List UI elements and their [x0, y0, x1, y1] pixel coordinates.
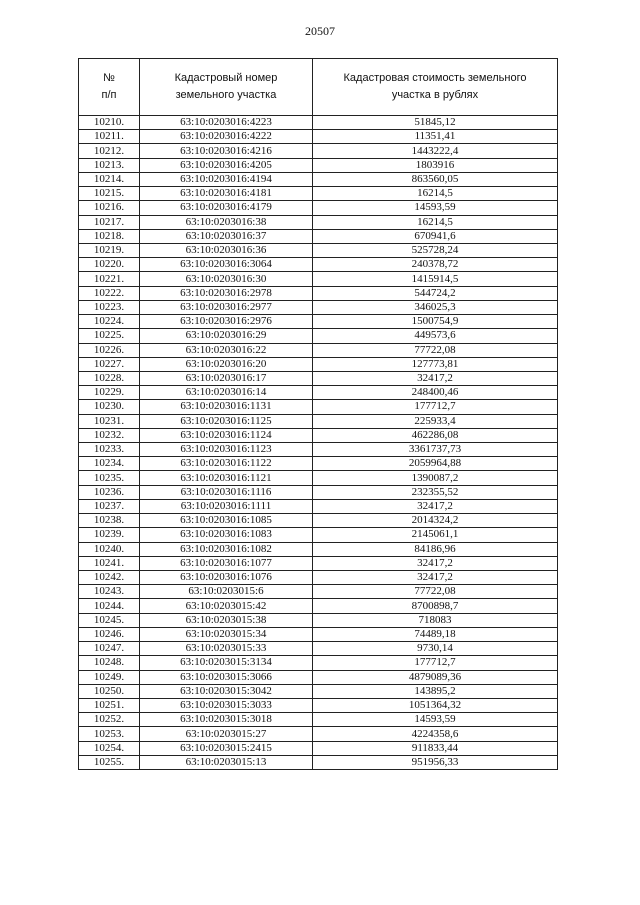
cell-cadastral-number: 63:10:0203015:42 [140, 599, 313, 613]
table-row [79, 471, 558, 485]
cell-row-number: 10210. [79, 116, 140, 130]
cell-row-number: 10236. [79, 485, 140, 499]
cell-cadastral-number: 63:10:0203015:3066 [140, 670, 313, 684]
table-row [79, 755, 558, 769]
table-row [79, 585, 558, 599]
cell-row-number: 10251. [79, 698, 140, 712]
cell-cadastral-value: 8700898,7 [313, 599, 558, 613]
table-row [79, 371, 558, 385]
cell-row-number: 10235. [79, 471, 140, 485]
table-row [79, 741, 558, 755]
cell-cadastral-value: 863560,05 [313, 172, 558, 186]
cell-cadastral-number: 63:10:0203016:4223 [140, 116, 313, 130]
cell-cadastral-value: 525728,24 [313, 243, 558, 257]
table-row [79, 158, 558, 172]
cell-cadastral-number: 63:10:0203016:4222 [140, 130, 313, 144]
cell-row-number: 10223. [79, 300, 140, 314]
table-row [79, 670, 558, 684]
table-row [79, 727, 558, 741]
cell-row-number: 10213. [79, 158, 140, 172]
cell-row-number: 10237. [79, 499, 140, 513]
cell-row-number: 10229. [79, 386, 140, 400]
header-cadastral-number [140, 59, 313, 116]
cell-cadastral-number: 63:10:0203015:13 [140, 755, 313, 769]
cell-cadastral-number: 63:10:0203015:6 [140, 585, 313, 599]
cell-cadastral-value: 718083 [313, 613, 558, 627]
cell-row-number: 10226. [79, 343, 140, 357]
cell-cadastral-value: 462286,08 [313, 428, 558, 442]
cell-cadastral-number: 63:10:0203016:4179 [140, 201, 313, 215]
cell-cadastral-number: 63:10:0203016:22 [140, 343, 313, 357]
cell-cadastral-value: 232355,52 [313, 485, 558, 499]
table-row [79, 229, 558, 243]
cell-cadastral-value: 1443222,4 [313, 144, 558, 158]
cell-row-number: 10246. [79, 627, 140, 641]
table-row [79, 556, 558, 570]
cell-cadastral-value: 9730,14 [313, 642, 558, 656]
cell-row-number: 10234. [79, 457, 140, 471]
header-line: участка в рублях [391, 89, 479, 101]
cell-cadastral-value: 4879089,36 [313, 670, 558, 684]
cell-cadastral-number: 63:10:0203016:20 [140, 357, 313, 371]
cell-row-number: 10252. [79, 713, 140, 727]
cell-cadastral-number: 63:10:0203016:29 [140, 329, 313, 343]
cell-cadastral-number: 63:10:0203016:3064 [140, 258, 313, 272]
header-line: земельного участка [175, 89, 277, 101]
table-row [79, 698, 558, 712]
header-row-number [79, 59, 140, 116]
cell-row-number: 10247. [79, 642, 140, 656]
cell-row-number: 10241. [79, 556, 140, 570]
cell-cadastral-number: 63:10:0203016:1077 [140, 556, 313, 570]
cell-cadastral-number: 63:10:0203016:2976 [140, 315, 313, 329]
table-row [79, 201, 558, 215]
table-row [79, 599, 558, 613]
cell-cadastral-value: 951956,33 [313, 755, 558, 769]
cell-cadastral-value: 544724,2 [313, 286, 558, 300]
cell-cadastral-number: 63:10:0203015:38 [140, 613, 313, 627]
cell-cadastral-value: 127773,81 [313, 357, 558, 371]
cell-cadastral-number: 63:10:0203016:1076 [140, 571, 313, 585]
table-row [79, 542, 558, 556]
table-row [79, 116, 558, 130]
table-row [79, 613, 558, 627]
header-line: № [103, 72, 115, 84]
cell-cadastral-number: 63:10:0203016:38 [140, 215, 313, 229]
cell-cadastral-value: 51845,12 [313, 116, 558, 130]
table-row [79, 357, 558, 371]
cell-cadastral-value: 32417,2 [313, 499, 558, 513]
cell-row-number: 10250. [79, 684, 140, 698]
cell-row-number: 10220. [79, 258, 140, 272]
cell-row-number: 10221. [79, 272, 140, 286]
table-row [79, 400, 558, 414]
cell-cadastral-number: 63:10:0203015:3042 [140, 684, 313, 698]
cell-cadastral-number: 63:10:0203016:17 [140, 371, 313, 385]
cadastral-value-table [78, 58, 558, 770]
cell-row-number: 10242. [79, 571, 140, 585]
table-row [79, 386, 558, 400]
cell-cadastral-number: 63:10:0203015:3018 [140, 713, 313, 727]
cell-cadastral-value: 32417,2 [313, 571, 558, 585]
cell-cadastral-value: 1415914,5 [313, 272, 558, 286]
cell-cadastral-value: 14593,59 [313, 201, 558, 215]
cell-row-number: 10255. [79, 755, 140, 769]
cell-cadastral-value: 225933,4 [313, 414, 558, 428]
cell-cadastral-number: 63:10:0203016:14 [140, 386, 313, 400]
cell-cadastral-number: 63:10:0203016:4216 [140, 144, 313, 158]
cell-cadastral-value: 16214,5 [313, 187, 558, 201]
table-row [79, 144, 558, 158]
table-row [79, 258, 558, 272]
cell-cadastral-value: 346025,3 [313, 300, 558, 314]
table-row [79, 272, 558, 286]
cell-row-number: 10233. [79, 443, 140, 457]
table-header-row [79, 59, 558, 116]
cell-cadastral-number: 63:10:0203016:30 [140, 272, 313, 286]
cell-row-number: 10244. [79, 599, 140, 613]
cell-cadastral-value: 84186,96 [313, 542, 558, 556]
cell-cadastral-number: 63:10:0203015:2415 [140, 741, 313, 755]
table-row [79, 215, 558, 229]
cell-row-number: 10248. [79, 656, 140, 670]
cell-cadastral-number: 63:10:0203016:2978 [140, 286, 313, 300]
cell-row-number: 10239. [79, 528, 140, 542]
table-row [79, 571, 558, 585]
cell-row-number: 10219. [79, 243, 140, 257]
cell-cadastral-number: 63:10:0203016:1124 [140, 428, 313, 442]
table-row [79, 300, 558, 314]
cell-row-number: 10216. [79, 201, 140, 215]
cell-cadastral-number: 63:10:0203016:1123 [140, 443, 313, 457]
table-row [79, 343, 558, 357]
cell-row-number: 10231. [79, 414, 140, 428]
cell-cadastral-value: 3361737,73 [313, 443, 558, 457]
cell-cadastral-value: 14593,59 [313, 713, 558, 727]
cell-cadastral-value: 4224358,6 [313, 727, 558, 741]
table-row [79, 528, 558, 542]
cell-cadastral-value: 143895,2 [313, 684, 558, 698]
table-row [79, 414, 558, 428]
cell-cadastral-number: 63:10:0203016:1131 [140, 400, 313, 414]
table-row [79, 130, 558, 144]
cell-cadastral-number: 63:10:0203016:4181 [140, 187, 313, 201]
cell-cadastral-number: 63:10:0203016:37 [140, 229, 313, 243]
table-body [79, 116, 558, 770]
header-line: Кадастровая стоимость земельного [343, 72, 527, 84]
cell-cadastral-value: 16214,5 [313, 215, 558, 229]
page-number: 20507 [305, 24, 335, 38]
cell-cadastral-value: 670941,6 [313, 229, 558, 243]
cell-cadastral-value: 1051364,32 [313, 698, 558, 712]
cell-row-number: 10224. [79, 315, 140, 329]
cell-cadastral-value: 911833,44 [313, 741, 558, 755]
cell-cadastral-value: 2059964,88 [313, 457, 558, 471]
cell-cadastral-value: 1500754,9 [313, 315, 558, 329]
cell-cadastral-value: 1390087,2 [313, 471, 558, 485]
cell-row-number: 10249. [79, 670, 140, 684]
cell-cadastral-value: 77722,08 [313, 343, 558, 357]
table-row [79, 684, 558, 698]
cell-row-number: 10254. [79, 741, 140, 755]
table-row [79, 187, 558, 201]
cell-row-number: 10212. [79, 144, 140, 158]
cell-row-number: 10225. [79, 329, 140, 343]
header-line: Кадастровый номер [174, 72, 278, 84]
cell-row-number: 10245. [79, 613, 140, 627]
cell-row-number: 10232. [79, 428, 140, 442]
cell-cadastral-value: 32417,2 [313, 556, 558, 570]
cell-row-number: 10214. [79, 172, 140, 186]
table-row [79, 627, 558, 641]
cell-cadastral-number: 63:10:0203015:3134 [140, 656, 313, 670]
table-row [79, 656, 558, 670]
cell-cadastral-number: 63:10:0203016:2977 [140, 300, 313, 314]
cell-cadastral-number: 63:10:0203016:1116 [140, 485, 313, 499]
cell-cadastral-value: 177712,7 [313, 400, 558, 414]
cell-row-number: 10243. [79, 585, 140, 599]
table-row [79, 514, 558, 528]
cell-row-number: 10240. [79, 542, 140, 556]
cell-cadastral-number: 63:10:0203016:1125 [140, 414, 313, 428]
cell-cadastral-number: 63:10:0203016:1082 [140, 542, 313, 556]
cell-cadastral-number: 63:10:0203015:33 [140, 642, 313, 656]
cell-cadastral-value: 2145061,1 [313, 528, 558, 542]
table-row [79, 713, 558, 727]
table-row [79, 443, 558, 457]
cell-cadastral-number: 63:10:0203016:4194 [140, 172, 313, 186]
cell-cadastral-number: 63:10:0203015:27 [140, 727, 313, 741]
cell-cadastral-number: 63:10:0203016:1122 [140, 457, 313, 471]
cell-cadastral-value: 2014324,2 [313, 514, 558, 528]
table-row [79, 329, 558, 343]
header-cadastral-value [313, 59, 558, 116]
cell-cadastral-number: 63:10:0203015:3033 [140, 698, 313, 712]
cell-row-number: 10253. [79, 727, 140, 741]
cell-cadastral-number: 63:10:0203016:4205 [140, 158, 313, 172]
cell-row-number: 10218. [79, 229, 140, 243]
cell-row-number: 10227. [79, 357, 140, 371]
cell-cadastral-value: 11351,41 [313, 130, 558, 144]
table-row [79, 642, 558, 656]
cell-row-number: 10222. [79, 286, 140, 300]
table-row [79, 315, 558, 329]
cell-cadastral-value: 177712,7 [313, 656, 558, 670]
cell-row-number: 10215. [79, 187, 140, 201]
cell-cadastral-value: 74489,18 [313, 627, 558, 641]
table-row [79, 499, 558, 513]
cell-row-number: 10230. [79, 400, 140, 414]
cell-row-number: 10238. [79, 514, 140, 528]
cell-row-number: 10211. [79, 130, 140, 144]
cell-cadastral-number: 63:10:0203015:34 [140, 627, 313, 641]
table-row [79, 286, 558, 300]
header-line: п/п [101, 89, 117, 101]
table-row [79, 172, 558, 186]
table-row [79, 428, 558, 442]
cell-row-number: 10217. [79, 215, 140, 229]
cell-cadastral-number: 63:10:0203016:1121 [140, 471, 313, 485]
cell-row-number: 10228. [79, 371, 140, 385]
cell-cadastral-value: 77722,08 [313, 585, 558, 599]
table-row [79, 457, 558, 471]
table-row [79, 485, 558, 499]
cell-cadastral-number: 63:10:0203016:1083 [140, 528, 313, 542]
table-row [79, 243, 558, 257]
cell-cadastral-value: 248400,46 [313, 386, 558, 400]
cell-cadastral-value: 32417,2 [313, 371, 558, 385]
cell-cadastral-number: 63:10:0203016:36 [140, 243, 313, 257]
cell-cadastral-value: 1803916 [313, 158, 558, 172]
cell-cadastral-value: 240378,72 [313, 258, 558, 272]
cell-cadastral-number: 63:10:0203016:1085 [140, 514, 313, 528]
cell-cadastral-number: 63:10:0203016:1111 [140, 499, 313, 513]
cell-cadastral-value: 449573,6 [313, 329, 558, 343]
